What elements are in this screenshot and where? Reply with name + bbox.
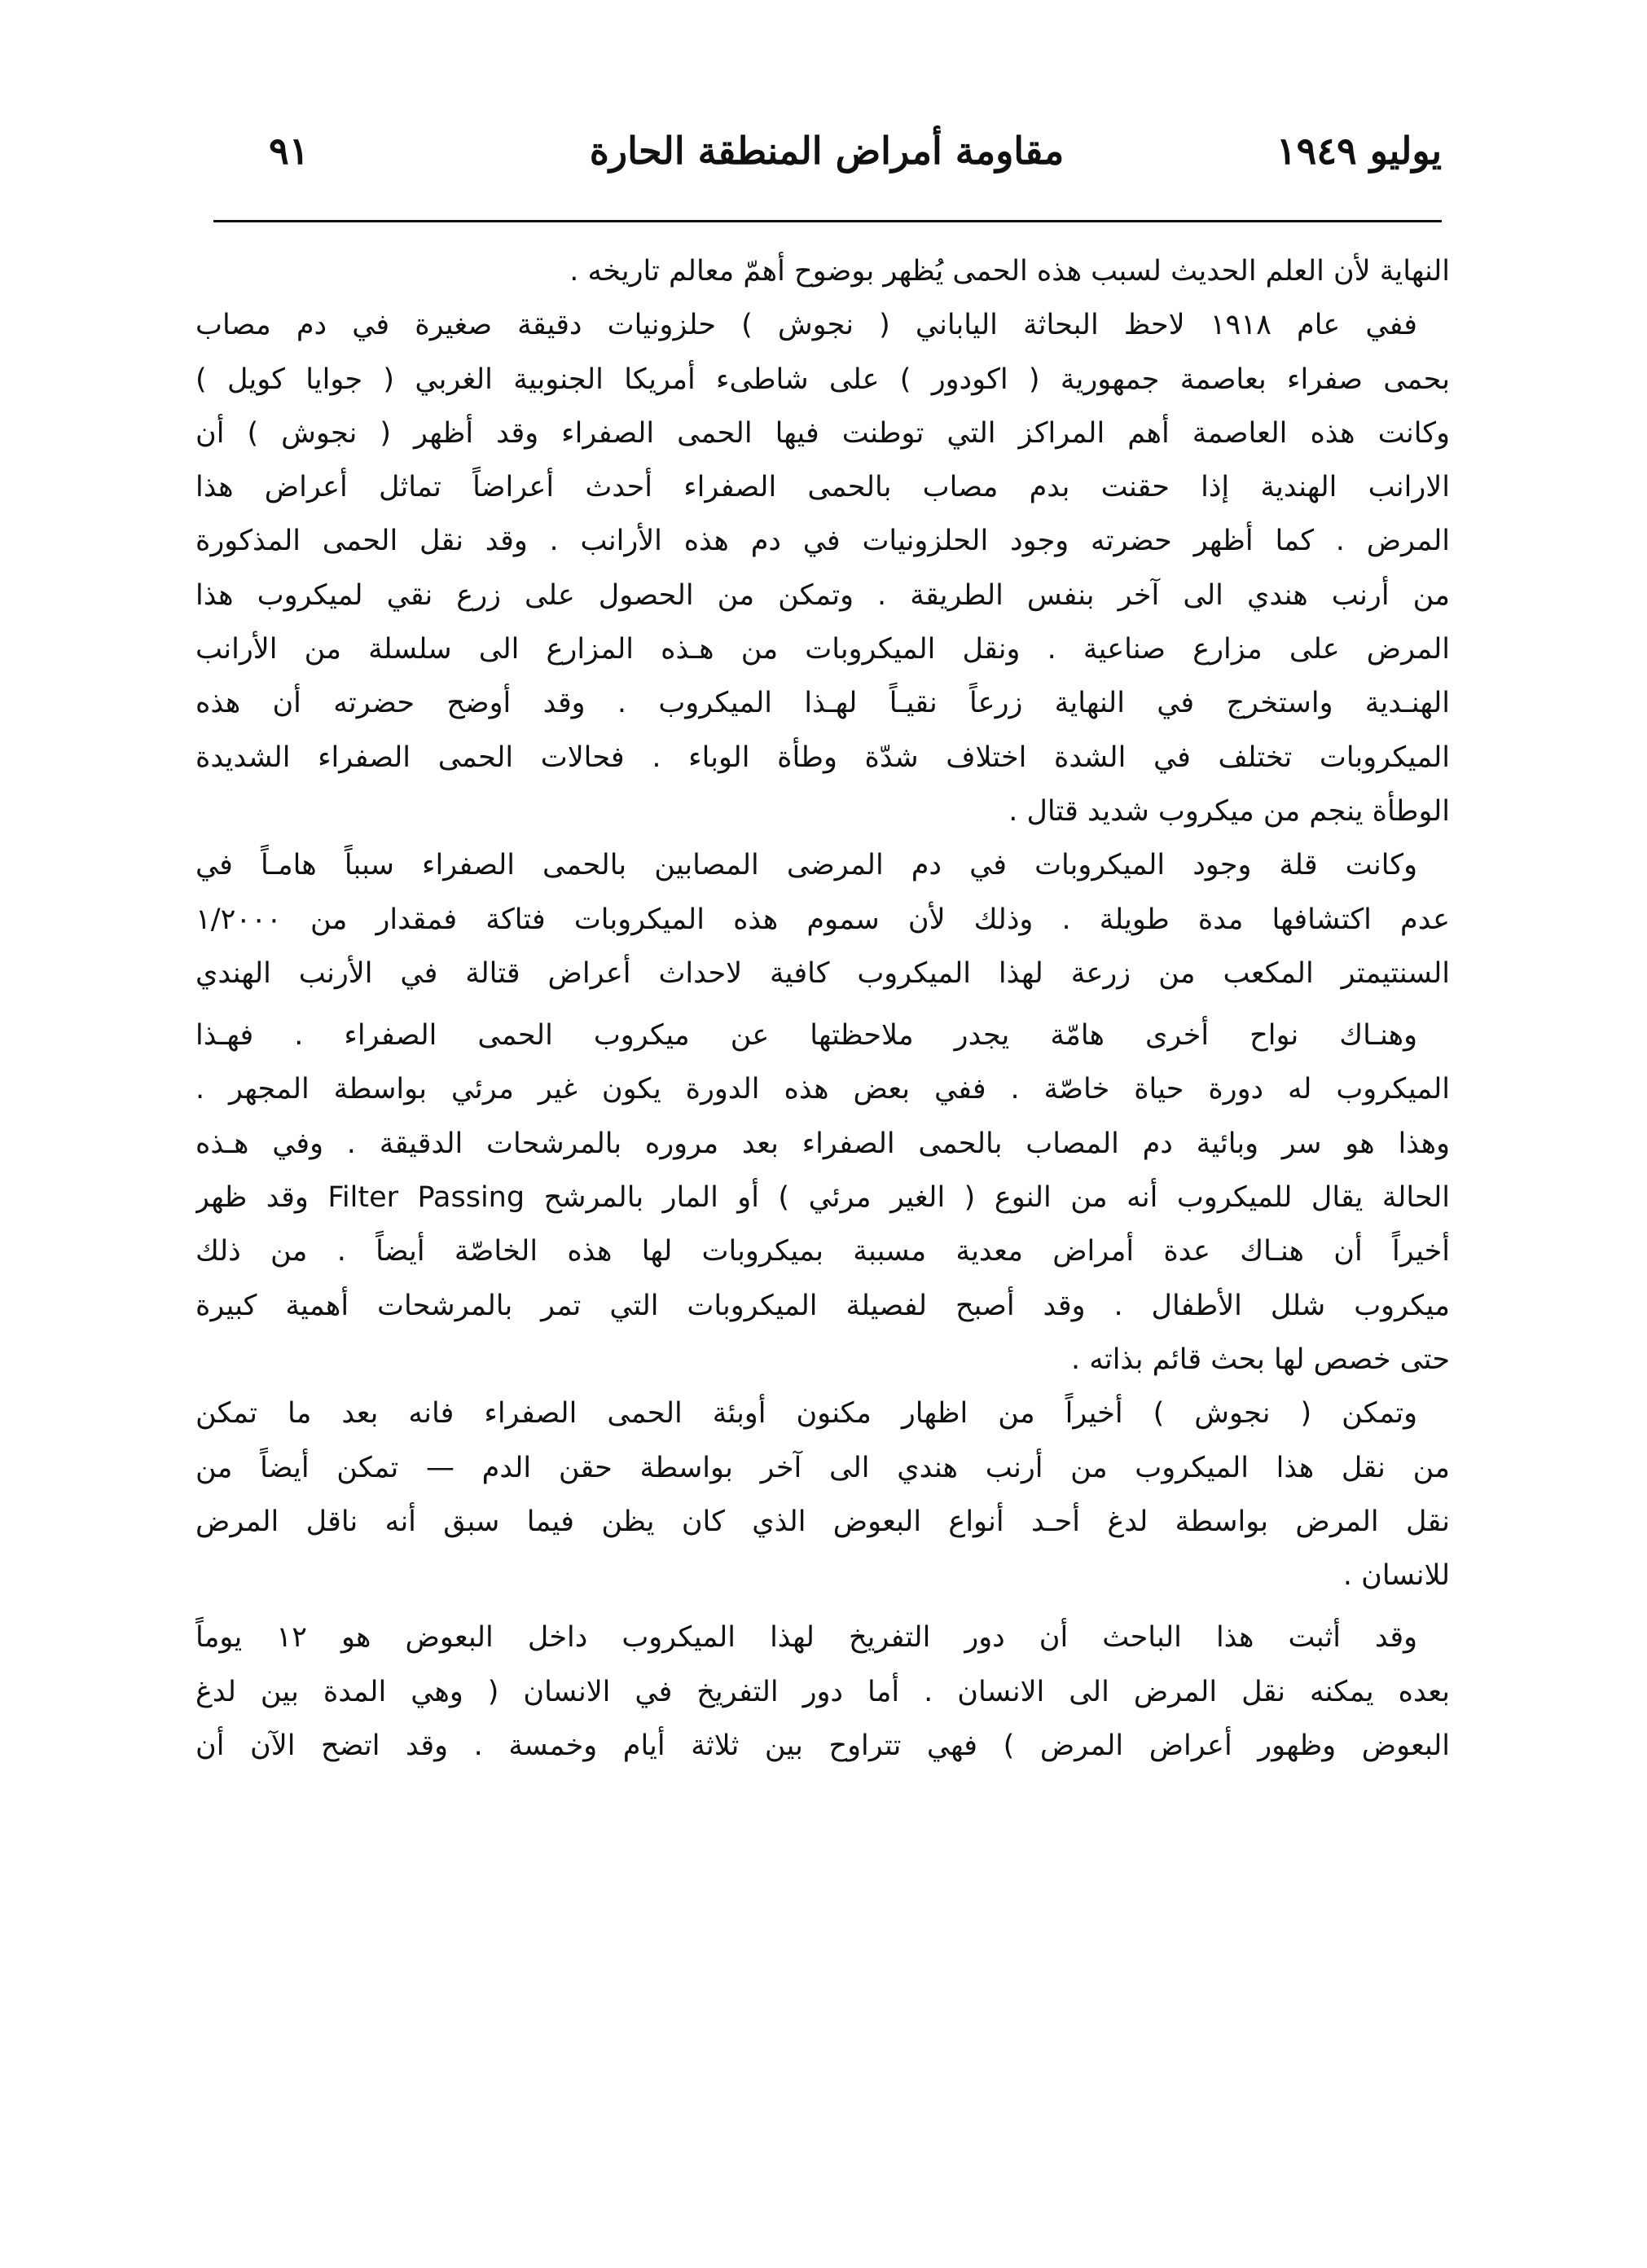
text-line: أخيراً أن هنـاك عدة أمراض معدية مسببة بميكروبات لها هذه الخاصّة أيضاً . من ذلك <box>195 1235 1450 1268</box>
text-line: الميكروبات تختلف في الشدة اختلاف شدّة وطأة الوباء . فحالات الحمى الصفراء الشديدة <box>195 741 1450 774</box>
text-line: المرض . كما أظهر حضرته وجود الحلزونيات في دم هذه الأرانب . وقد نقل الحمى المذكورة <box>195 525 1450 558</box>
text-line: الوطأة ينجم من ميكروب شديد قتال . <box>1008 794 1450 828</box>
text-line: المرض على مزارع صناعية . ونقل الميكروبات من هـذه المزارع الى سلسلة من الأرانب <box>195 633 1450 666</box>
text-line: وهذا هو سر وبائية دم المصاب بالحمى الصفراء بعد مروره بالمرشحات الدقيقة . وفي هـذه <box>195 1127 1450 1160</box>
text-line: وقد أثبت هذا الباحث أن دور التفريخ لهذا الميكروب داخل البعوض هو ١٢ يوماً <box>195 1621 1418 1655</box>
text-line: عدم اكتشافها مدة طويلة . وذلك لأن سموم هذه الميكروبات فتاكة فمقدار من ١/٢٠٠٠ <box>195 903 1450 936</box>
text-line: الهنـدية واستخرج في النهاية زرعاً نقيـاً لهـذا الميكروب . وقد أوضح حضرته أن هذه <box>195 687 1450 720</box>
text-line: الميكروب له دورة حياة خاصّة . ففي بعض هذه الدورة يكون غير مرئي بواسطة المجهر . <box>195 1073 1450 1106</box>
text-line: وكانت هذه العاصمة أهم المراكز التي توطنت فيها الحمى الصفراء وقد أظهر ( نجوش ) أن <box>195 416 1450 450</box>
header-title: مقاومة أمراض المنطقة الحارة <box>589 129 1065 173</box>
text-line: الحالة يقال للميكروب أنه من النوع ( الغير مرئي ) أو المار بالمرشح Filter Passing وقد ظهر <box>195 1181 1450 1215</box>
text-line: الارانب الهندية إذا حقنت بدم مصاب بالحمى الصفراء أحدث أعراضاً تماثل أعراض هذا <box>195 471 1450 504</box>
text-line: ففي عام ١٩١٨ لاحظ البحاثة الياباني ( نجوش ) حلزونيات دقيقة صغيرة في دم مصاب <box>195 309 1418 342</box>
text-line: بعده يمكنه نقل المرض الى الانسان . أما دور التفريخ في الانسان ( وهي المدة بين لدغ <box>195 1675 1450 1708</box>
page-number: ٩١ <box>269 129 310 173</box>
running-header <box>212 122 1442 204</box>
text-line: السنتيمتر المكعب من زرعة لهذا الميكروب كافية لاحداث أعراض قتالة في الأرنب الهندي <box>195 956 1450 990</box>
header-date: يوليو ١٩٤٩ <box>1276 129 1442 173</box>
text-line: بحمى صفراء بعاصمة جمهورية ( اكودور ) على شاطىء أمريكا الجنوبية الغربي ( جوايا كويل ) <box>195 363 1450 396</box>
text-line: للانسان . <box>1342 1559 1450 1593</box>
header-rule <box>213 220 1442 222</box>
body-text <box>195 244 1450 1773</box>
text-line: وتمكن ( نجوش ) أخيراً من اظهار مكنون أوبئة الحمى الصفراء فانه بعد ما تمكن <box>195 1397 1417 1431</box>
text-line: من نقل هذا الميكروب من أرنب هندي الى آخر بواسطة حقن الدم — تمكن أيضاً من <box>195 1451 1450 1484</box>
text-line: وهنـاك نواح أخرى هامّة يجدر ملاحظتها عن ميكروب الحمى الصفراء . فهـذا <box>195 1019 1417 1053</box>
text-line: وكانت قلة وجود الميكروبات في دم المرضى المصابين بالحمى الصفراء سبباً هامـاً في <box>195 849 1417 882</box>
text-line: من أرنب هندي الى آخر بنفس الطريقة . وتمكن من الحصول على زرع نقي لميكروب هذا <box>195 578 1450 612</box>
text-line: حتى خصص لها بحث قائم بذاته . <box>1070 1343 1450 1376</box>
text-line: البعوض وظهور أعراض المرض ) فهي تتراوح بين ثلاثة أيام وخمسة . وقد اتضح الآن أن <box>195 1730 1450 1763</box>
text-line: نقل المرض بواسطة لدغ أحـد أنواع البعوض الذي كان يظن فيما سبق أنه ناقل المرض <box>195 1505 1450 1538</box>
text-line: ميكروب شلل الأطفال . وقد أصبح لفصيلة الميكروبات التي تمر بالمرشحات أهمية كبيرة <box>195 1289 1450 1322</box>
text-line: النهاية لأن العلم الحديث لسبب هذه الحمى يُظهر بوضوح أهمّ معالم تاريخه . <box>569 255 1450 288</box>
